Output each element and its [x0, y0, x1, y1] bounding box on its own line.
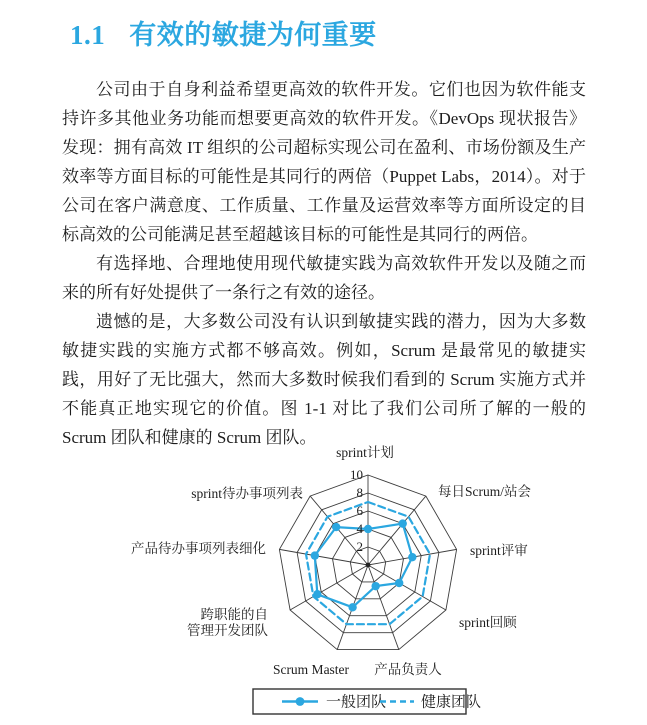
- data-point-marker: [332, 523, 340, 531]
- tick-label: 8: [356, 485, 363, 500]
- figure-1-1-radar: [0, 443, 647, 725]
- legend-label: 健康团队: [421, 694, 482, 711]
- axis-spoke: [368, 565, 399, 650]
- axis-spoke: [279, 549, 368, 565]
- legend-label: 一般团队: [326, 694, 387, 711]
- paragraph-1: 公司由于自身利益希望更高效的软件开发。它们也因为软件能支持许多其他业务功能而想要更高效的软件开发。《DevOps 现状报告》发现：拥有高效 IT 组织的公司超标实现公司在盈利、市场份额及生产效率等方面目标的可能性是其同行的两倍（Puppet Labs，2014）。对于公司在客户满意度、工作质量、工作量及运营效率等方面所设定的目标高效的公司能满足甚至超越该目标的可能性是其同行的两倍。: [62, 80, 586, 244]
- axis-label: Scrum Master: [272, 662, 350, 677]
- data-point-marker: [395, 579, 403, 587]
- tick-label: 10: [350, 467, 363, 482]
- axis-label: 跨职能的自管理开发团队: [187, 607, 268, 638]
- section-heading: [70, 13, 377, 52]
- data-point-marker: [313, 590, 321, 598]
- tick-label: 6: [356, 503, 363, 518]
- tick-label: 4: [356, 521, 363, 536]
- legend-marker-dot: [296, 697, 305, 706]
- section-number: 1.1: [70, 20, 106, 50]
- axis-label: sprint评审: [470, 543, 528, 558]
- series-typical-team: [315, 524, 413, 608]
- chart-center-dot: [366, 563, 371, 568]
- paragraph-2: 有选择地、合理地使用现代敏捷实践为高效软件开发以及随之而来的所有好处提供了一条行之有效的途径。: [62, 254, 586, 302]
- data-point-marker: [399, 519, 407, 527]
- data-point-marker: [311, 551, 319, 559]
- tick-label: 2: [356, 539, 363, 554]
- radar-chart: [0, 443, 647, 725]
- axis-label: 每日Scrum/站会: [438, 484, 531, 499]
- axis-label: sprint回顾: [459, 615, 517, 630]
- axis-label: sprint计划: [336, 445, 394, 460]
- body-text: [62, 75, 586, 452]
- data-point-marker: [364, 525, 372, 533]
- data-point-marker: [408, 553, 416, 561]
- data-point-marker: [371, 582, 379, 590]
- axis-label: 产品待办事项列表细化: [131, 541, 266, 556]
- data-point-marker: [348, 603, 356, 611]
- paragraph-3: 遗憾的是，大多数公司没有认识到敏捷实践的潜力，因为大多数敏捷实践的实施方式都不够高效。例如，Scrum 是最常见的敏捷实践，用好了无比强大，然而大多数时候我们看到的 Scrum 实施方式并不能真正地实现它的价值。图 1-1 对比了我们公司所了解的一般的 Scrum 团队和健康的 Scrum 团队。: [62, 312, 586, 447]
- section-title: 有效的敏捷为何重要: [129, 20, 377, 50]
- axis-label: 产品负责人: [374, 662, 442, 677]
- axis-spoke: [368, 565, 446, 610]
- axis-label: sprint待办事项列表: [191, 486, 303, 501]
